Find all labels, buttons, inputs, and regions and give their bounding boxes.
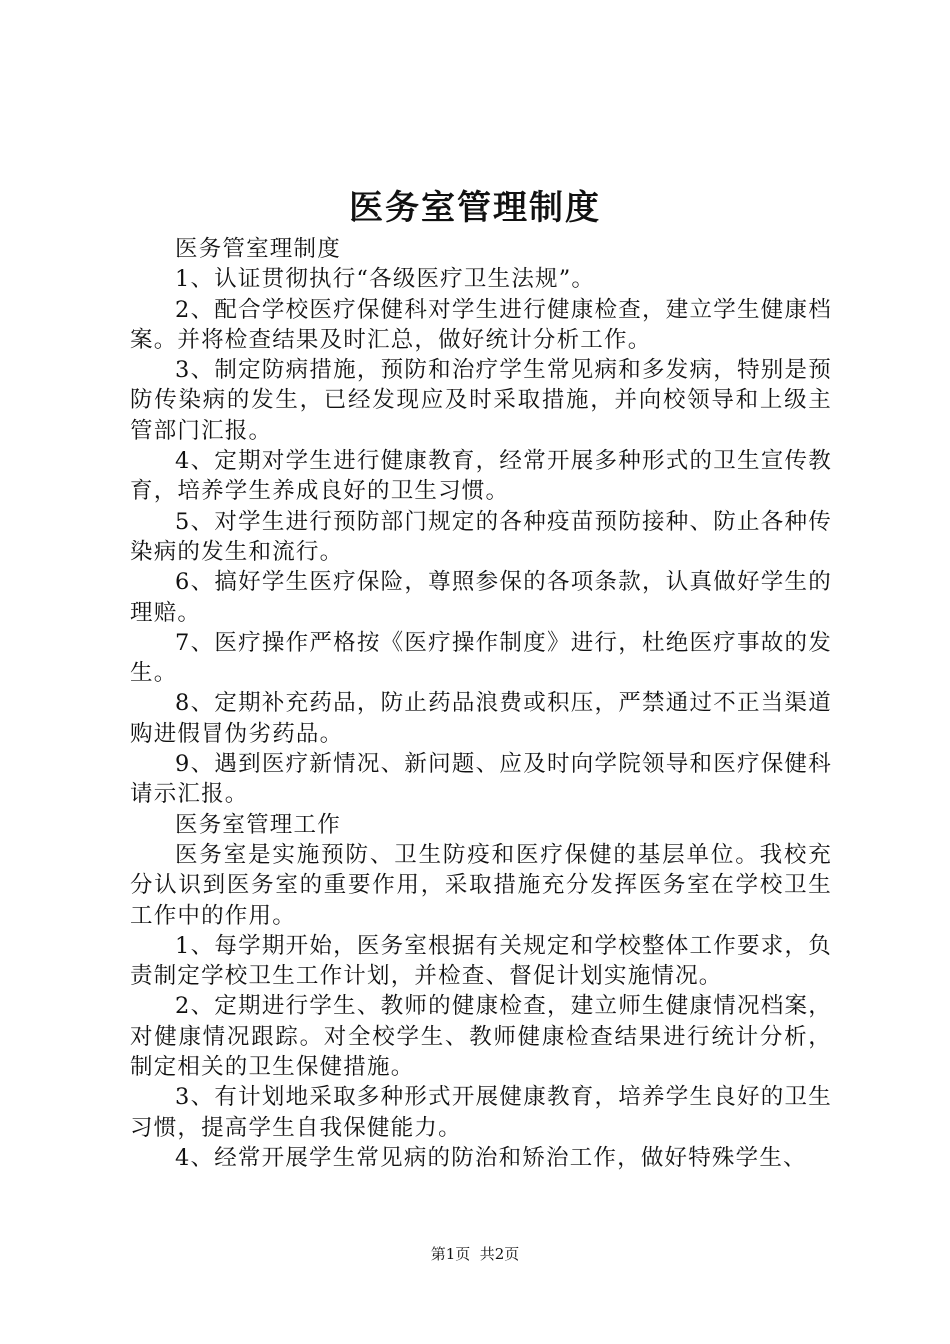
section-heading: 医务室管理工作 xyxy=(175,811,341,838)
document-title: 医务室管理制度 xyxy=(349,188,601,228)
paragraph: 4、定期对学生进行健康教育，经常开展多种形式的卫生宣传教育，培养学生养成良好的卫生习惯。 xyxy=(130,448,832,505)
paragraph: 2、配合学校医疗保健科对学生进行健康检查，建立学生健康档案。并将检查结果及时汇总，做好统计分析工作。 xyxy=(130,296,832,353)
paragraph: 7、医疗操作严格按《医疗操作制度》进行，杜绝医疗事故的发生。 xyxy=(130,629,832,687)
paragraph: 医务室是实施预防、卫生防疫和医疗保健的基层单位。我校充分认识到医务室的重要作用，采取措施充分发挥医务室在学校卫生工作中的作用。 xyxy=(130,841,832,929)
paragraph: 医务管室理制度 xyxy=(175,236,341,262)
paragraph: 6、搞好学生医疗保险，尊照参保的各项条款，认真做好学生的理赔。 xyxy=(130,569,832,626)
page-number: 第1页 共2页 xyxy=(430,1245,520,1263)
paragraph: 9、遇到医疗新情况、新问题、应及时向学院领导和医疗保健科请示汇报。 xyxy=(130,751,832,808)
paragraph: 1、每学期开始，医务室根据有关规定和学校整体工作要求，负责制定学校卫生工作计划，并检查、督促计划实施情况。 xyxy=(130,932,832,990)
paragraph: 5、对学生进行预防部门规定的各种疫苗预防接种、防止各种传染病的发生和流行。 xyxy=(130,508,832,565)
paragraph: 8、定期补充药品，防止药品浪费或积压，严禁通过不正当渠道购进假冒伪劣药品。 xyxy=(130,690,832,747)
paragraph: 4、经常开展学生常见病的防治和矫治工作，做好特殊学生、 xyxy=(175,1144,807,1171)
page-footer xyxy=(0,1244,950,1264)
paragraph: 3、有计划地采取多种形式开展健康教育，培养学生良好的卫生习惯，提高学生自我保健能力。 xyxy=(130,1084,832,1141)
paragraph: 1、认证贯彻执行“各级医疗卫生法规”。 xyxy=(175,266,596,293)
paragraph: 2、定期进行学生、教师的健康检查，建立师生健康情况档案，对健康情况跟踪。对全校学生、教师健康检查结果进行统计分析，制定相关的卫生保健措施。 xyxy=(130,993,832,1081)
document-body xyxy=(130,234,832,1173)
paragraph: 3、制定防病措施，预防和治疗学生常见病和多发病，特别是预防传染病的发生，已经发现应及时采取措施，并向校领导和上级主管部门汇报。 xyxy=(130,357,832,444)
